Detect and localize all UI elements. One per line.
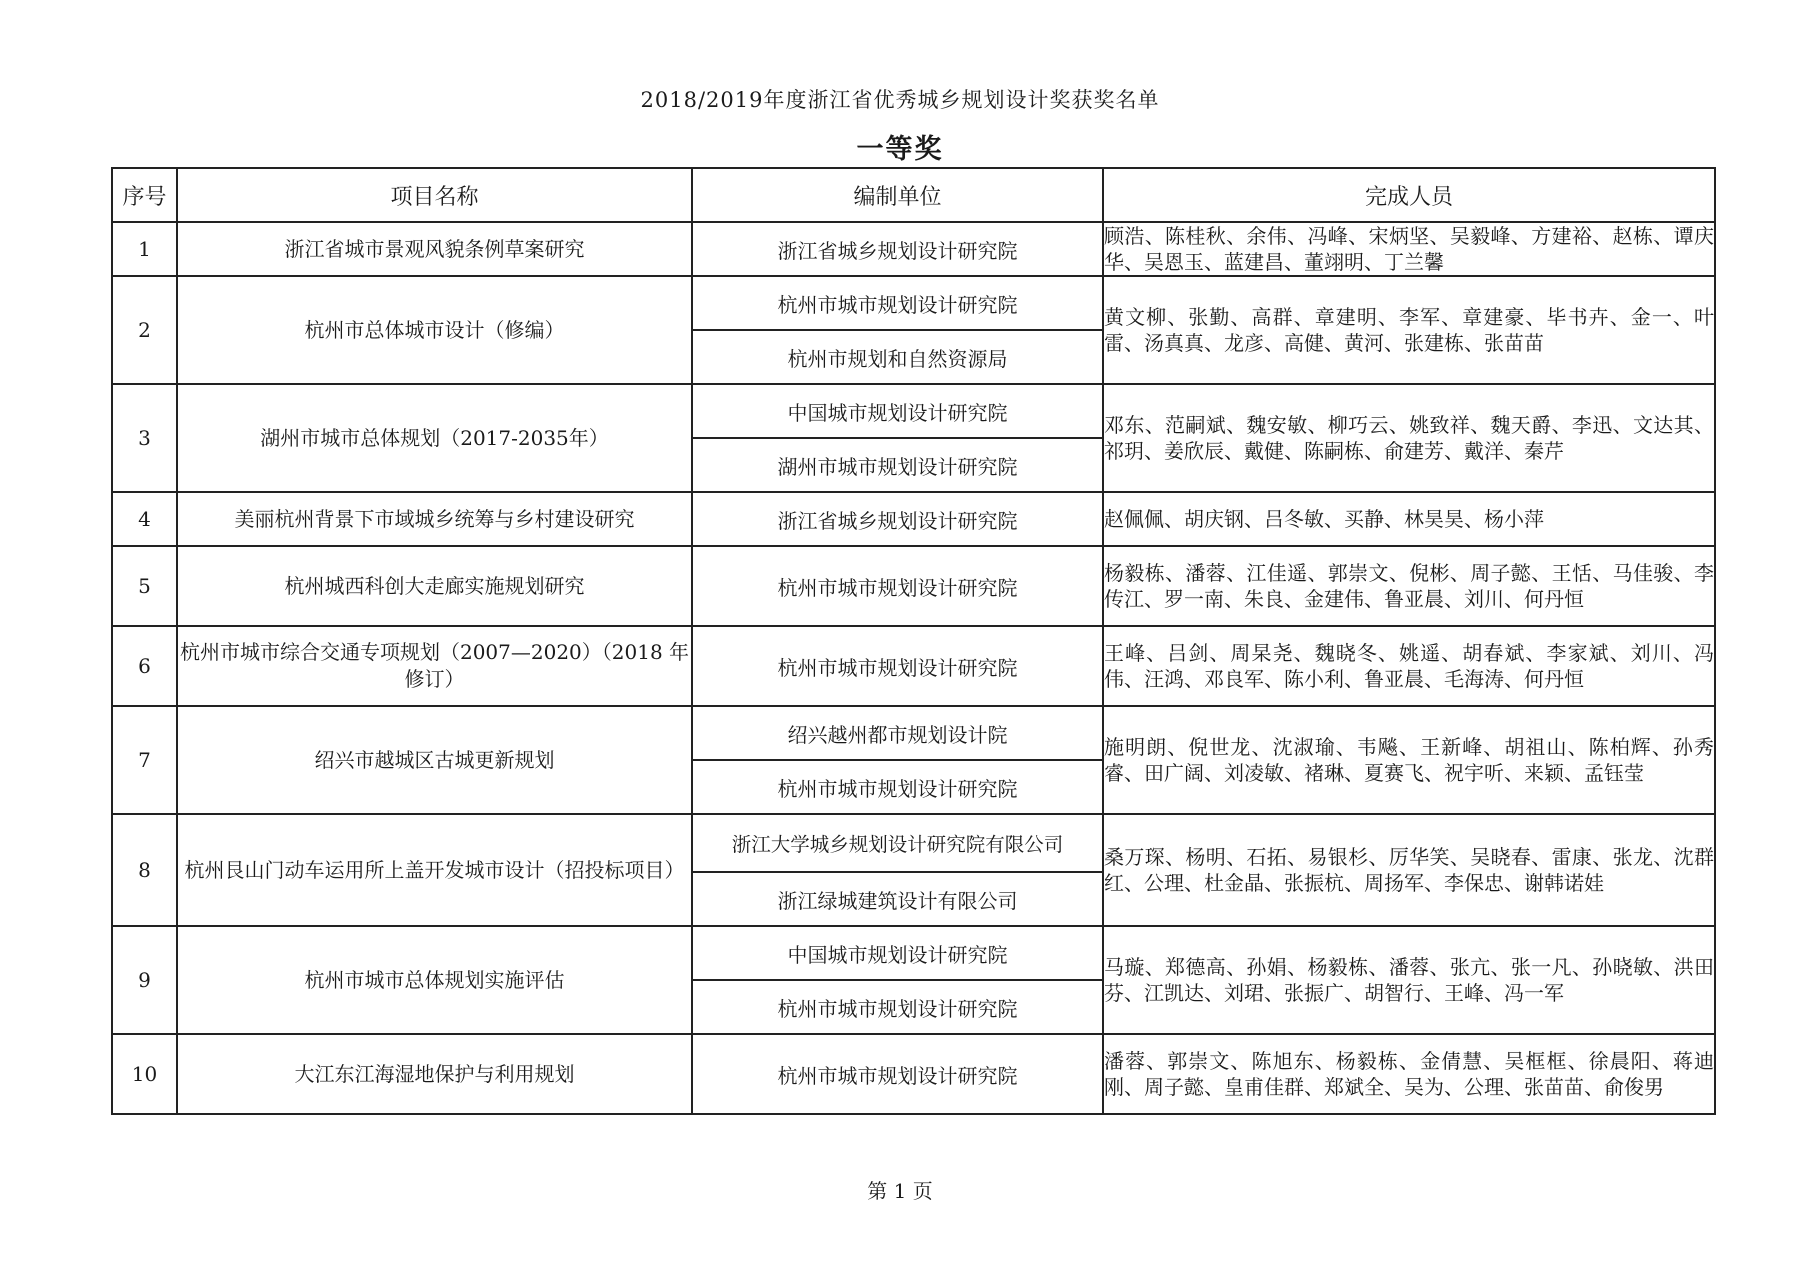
- people-list: 施明朗、倪世龙、沈淑瑜、韦飚、王新峰、胡祖山、陈柏辉、孙秀睿、田广阔、刘凌敏、褚琳、夏赛飞、祝宇听、来颖、孟钰莹: [1103, 706, 1715, 814]
- unit-name: 中国城市规划设计研究院: [692, 926, 1103, 980]
- unit-name: 杭州市城市规划设计研究院: [692, 980, 1103, 1034]
- unit-name: 杭州市城市规划设计研究院: [692, 1034, 1103, 1114]
- people-list: 王峰、吕剑、周杲尧、魏晓冬、姚遥、胡春斌、李家斌、刘川、冯伟、汪鸿、邓良军、陈小利、鲁亚晨、毛海涛、何丹恒: [1103, 626, 1715, 706]
- project-name: 杭州艮山门动车运用所上盖开发城市设计（招投标项目）: [177, 814, 692, 926]
- header-unit: 编制单位: [692, 168, 1103, 222]
- unit-name: 杭州市城市规划设计研究院: [692, 276, 1103, 330]
- header-people: 完成人员: [1103, 168, 1715, 222]
- unit-name: 浙江省城乡规划设计研究院: [692, 222, 1103, 276]
- table-row: [112, 384, 1715, 438]
- project-name: 浙江省城市景观风貌条例草案研究: [177, 222, 692, 276]
- row-number: 1: [112, 222, 177, 276]
- people-list: 马璇、郑德高、孙娟、杨毅栋、潘蓉、张亢、张一凡、孙晓敏、洪田芬、江凯达、刘珺、张振广、胡智行、王峰、冯一军: [1103, 926, 1715, 1034]
- row-number: 10: [112, 1034, 177, 1114]
- unit-name: 湖州市城市规划设计研究院: [692, 438, 1103, 492]
- header-number: 序号: [112, 168, 177, 222]
- table-row: [112, 276, 1715, 330]
- unit-name: 杭州市城市规划设计研究院: [692, 760, 1103, 814]
- people-list: 潘蓉、郭崇文、陈旭东、杨毅栋、金倩慧、吴框框、徐晨阳、蒋迪刚、周子懿、皇甫佳群、郑斌全、吴为、公理、张苗苗、俞俊男: [1103, 1034, 1715, 1114]
- row-number: 3: [112, 384, 177, 492]
- people-list: 赵佩佩、胡庆钢、吕冬敏、买静、林昊昊、杨小萍: [1103, 492, 1715, 546]
- unit-name: 杭州市城市规划设计研究院: [692, 626, 1103, 706]
- awards-table: [111, 167, 1716, 1115]
- table-row: [112, 814, 1715, 872]
- table-row: [112, 492, 1715, 546]
- row-number: 9: [112, 926, 177, 1034]
- project-name: 杭州城西科创大走廊实施规划研究: [177, 546, 692, 626]
- table-row: [112, 926, 1715, 980]
- people-list: 顾浩、陈桂秋、余伟、冯峰、宋炳坚、吴毅峰、方建裕、赵栋、谭庆华、吴恩玉、蓝建昌、董翊明、丁兰馨: [1104, 224, 1714, 274]
- table-row: [112, 1034, 1715, 1114]
- row-number: 2: [112, 276, 177, 384]
- page-number: 第 1 页: [867, 1179, 933, 1203]
- row-number: 8: [112, 814, 177, 926]
- unit-name: 浙江绿城建筑设计有限公司: [692, 872, 1103, 926]
- people-list: 杨毅栋、潘蓉、江佳遥、郭崇文、倪彬、周子懿、王恬、马佳骏、李传江、罗一南、朱良、金建伟、鲁亚晨、刘川、何丹恒: [1103, 546, 1715, 626]
- table-row: [112, 222, 1715, 276]
- row-number: 4: [112, 492, 177, 546]
- people-list: 黄文柳、张勤、高群、章建明、李军、章建豪、毕书卉、金一、叶雷、汤真真、龙彦、高健、黄河、张建栋、张苗苗: [1103, 276, 1715, 384]
- unit-name: 浙江省城乡规划设计研究院: [692, 492, 1103, 546]
- unit-name: 中国城市规划设计研究院: [692, 384, 1103, 438]
- project-name: 湖州市城市总体规划（2017-2035年）: [177, 384, 692, 492]
- header-project-name: 项目名称: [177, 168, 692, 222]
- table-row: [112, 626, 1715, 706]
- project-name: 美丽杭州背景下市域城乡统筹与乡村建设研究: [177, 492, 692, 546]
- unit-name: 杭州市城市规划设计研究院: [692, 546, 1103, 626]
- people-list: 桑万琛、杨明、石拓、易银杉、厉华笑、吴晓春、雷康、张龙、沈群红、公理、杜金晶、张振杭、周扬军、李保忠、谢韩诺娃: [1103, 814, 1715, 926]
- project-name: 杭州市城市总体规划实施评估: [177, 926, 692, 1034]
- project-name: 绍兴市越城区古城更新规划: [177, 706, 692, 814]
- row-number: 6: [112, 626, 177, 706]
- unit-name: 杭州市规划和自然资源局: [692, 330, 1103, 384]
- document-title: 2018/2019年度浙江省优秀城乡规划设计奖获奖名单: [640, 88, 1160, 112]
- table-header-row: [112, 168, 1715, 222]
- row-number: 5: [112, 546, 177, 626]
- table-row: [112, 546, 1715, 626]
- project-name: 大江东江海湿地保护与利用规划: [177, 1034, 692, 1114]
- row-number: 7: [112, 706, 177, 814]
- people-list: 邓东、范嗣斌、魏安敏、柳巧云、姚致祥、魏天爵、李迅、文达其、祁玥、姜欣辰、戴健、陈嗣栋、俞建芳、戴洋、秦芹: [1103, 384, 1715, 492]
- award-level-heading: 一等奖: [856, 134, 944, 165]
- unit-name: 绍兴越州都市规划设计院: [692, 706, 1103, 760]
- table-row: [112, 706, 1715, 760]
- project-name: 杭州市城市综合交通专项规划（2007—2020）（2018 年修订）: [177, 626, 692, 706]
- unit-name: 浙江大学城乡规划设计研究院有限公司: [692, 814, 1103, 872]
- project-name: 杭州市总体城市设计（修编）: [177, 276, 692, 384]
